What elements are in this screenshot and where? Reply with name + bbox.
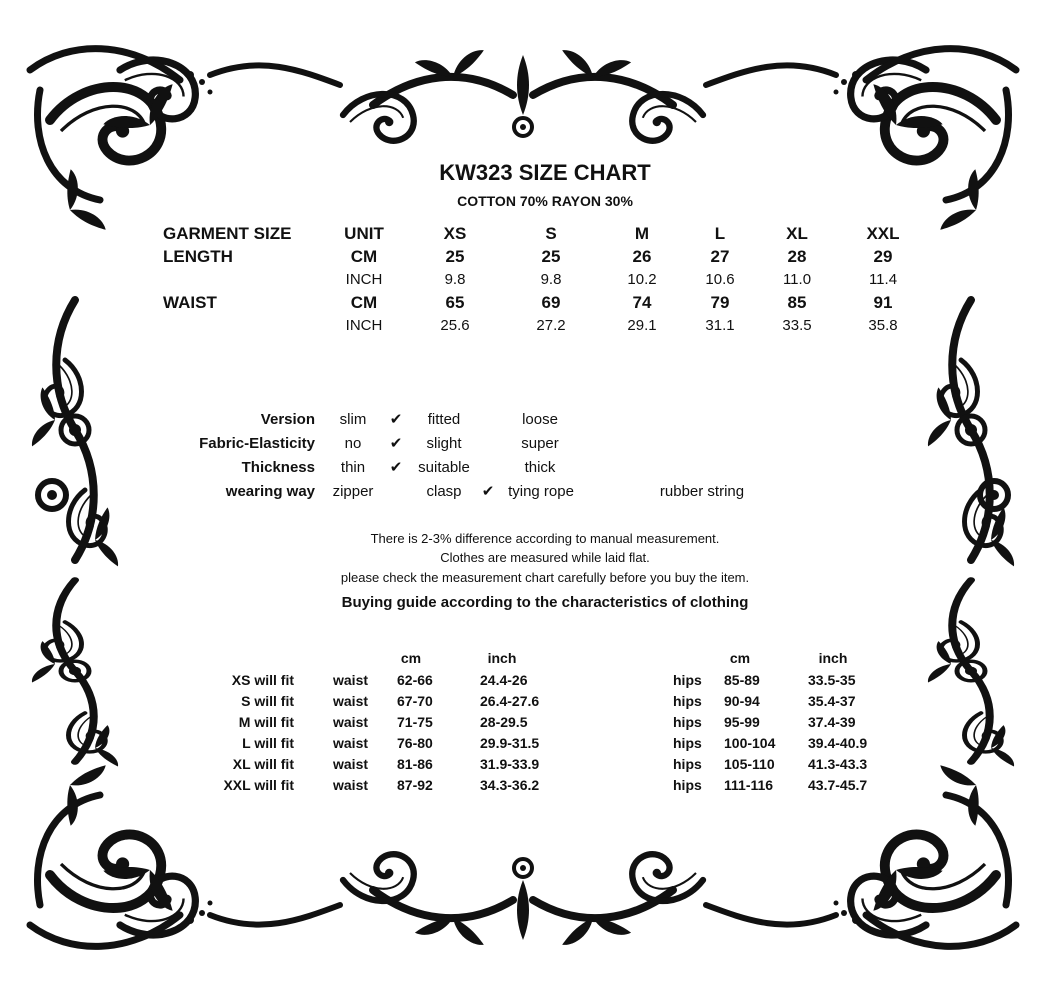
guide-hips-inch: 41.3-43.3 [808, 756, 868, 772]
table-cell: 69 [541, 293, 561, 312]
attr-label-thickness: Thickness [241, 459, 315, 476]
table-cell: 25 [541, 247, 561, 266]
table-cell: 27.2 [536, 317, 566, 334]
option-fitted: fitted [427, 411, 461, 428]
guide-waist-label: waist [333, 777, 369, 793]
table-cell: 11.4 [868, 271, 898, 288]
guide-header-cm: cm [729, 650, 751, 666]
option-thin: thin [340, 459, 366, 476]
guide-hips-label: hips [673, 756, 702, 772]
guide-hips-cm: 90-94 [724, 693, 760, 709]
attr-label-wearing-way: wearing way [225, 483, 315, 500]
note-laid-flat: Clothes are measured while laid flat. [440, 550, 650, 565]
table-cell: 65 [445, 293, 465, 312]
guide-waist-inch: 28-29.5 [480, 714, 528, 730]
buying-guide-title: Buying guide according to the characteristics of clothing [341, 594, 749, 611]
guide-waist-label: waist [333, 693, 369, 709]
guide-hips-inch: 35.4-37 [808, 693, 856, 709]
guide-waist-label: waist [333, 756, 369, 772]
header-size-xs: XS [443, 224, 467, 243]
guide-size-label: XL will fit [232, 756, 294, 772]
header-size-xl: XL [786, 224, 808, 243]
guide-waist-inch: 24.4-26 [480, 672, 528, 688]
table-cell: 29 [873, 247, 893, 266]
header-size-m: M [634, 224, 650, 243]
guide-hips-cm: 100-104 [724, 735, 776, 751]
guide-size-label: L will fit [242, 735, 294, 751]
guide-waist-cm: 76-80 [397, 735, 433, 751]
guide-waist-cm: 62-66 [397, 672, 433, 688]
option-suitable: suitable [418, 459, 470, 476]
attr-label-fabric-elasticity: Fabric-Elasticity [199, 435, 315, 452]
guide-hips-label: hips [673, 735, 702, 751]
check-mark-icon: ✔ [389, 459, 403, 476]
guide-size-label: M will fit [238, 714, 294, 730]
option-slight: slight [426, 435, 462, 452]
guide-waist-cm: 67-70 [397, 693, 433, 709]
guide-waist-label: waist [333, 672, 369, 688]
guide-hips-cm: 111-116 [724, 777, 774, 793]
table-cell: 25 [445, 247, 465, 266]
table-cell: 11.0 [782, 271, 812, 288]
guide-hips-label: hips [673, 777, 702, 793]
guide-waist-cm: 71-75 [397, 714, 433, 730]
table-cell: 29.1 [627, 317, 657, 334]
guide-hips-cm: 95-99 [724, 714, 760, 730]
unit-cm: CM [350, 293, 378, 312]
header-garment-size: GARMENT SIZE [163, 224, 292, 243]
table-cell: 33.5 [782, 317, 812, 334]
guide-hips-inch: 37.4-39 [808, 714, 856, 730]
guide-waist-inch: 31.9-33.9 [480, 756, 540, 772]
guide-header-cm: cm [400, 650, 422, 666]
table-cell: 85 [787, 293, 807, 312]
table-cell: 79 [710, 293, 730, 312]
option-rubber-string: rubber string [659, 483, 745, 500]
unit-inch: INCH [345, 317, 383, 334]
unit-cm: CM [350, 247, 378, 266]
chart-title: KW323 SIZE CHART [439, 160, 651, 185]
material-composition: COTTON 70% RAYON 30% [457, 193, 633, 209]
note-check-chart: please check the measurement chart carefully before you buy the item. [340, 570, 750, 585]
option-no: no [344, 435, 362, 452]
guide-size-label: S will fit [241, 693, 294, 709]
table-cell: 28 [787, 247, 807, 266]
note-difference: There is 2-3% difference according to manual measurement. [370, 531, 720, 546]
table-cell: 35.8 [868, 317, 898, 334]
guide-hips-inch: 39.4-40.9 [808, 735, 868, 751]
guide-hips-label: hips [673, 693, 702, 709]
header-size-xxl: XXL [866, 224, 900, 243]
table-cell: 10.6 [705, 271, 735, 288]
row-label-waist: WAIST [163, 293, 217, 312]
header-size-s: S [545, 224, 557, 243]
guide-waist-inch: 34.3-36.2 [480, 777, 540, 793]
guide-hips-inch: 43.7-45.7 [808, 777, 868, 793]
guide-size-label: XXL will fit [223, 777, 294, 793]
option-zipper: zipper [332, 483, 374, 500]
guide-waist-inch: 29.9-31.5 [480, 735, 540, 751]
option-thick: thick [524, 459, 556, 476]
table-cell: 10.2 [627, 271, 657, 288]
check-mark-icon: ✔ [389, 411, 403, 428]
table-cell: 27 [710, 247, 730, 266]
table-cell: 26 [632, 247, 652, 266]
guide-hips-label: hips [673, 672, 702, 688]
table-cell: 31.1 [705, 317, 735, 334]
table-cell: 91 [873, 293, 893, 312]
option-slim: slim [339, 411, 367, 428]
guide-hips-cm: 105-110 [724, 756, 775, 772]
option-loose: loose [522, 411, 558, 428]
guide-hips-cm: 85-89 [724, 672, 760, 688]
header-unit: UNIT [344, 224, 384, 243]
guide-waist-label: waist [333, 714, 369, 730]
header-size-l: L [714, 224, 726, 243]
guide-header-inch: inch [487, 650, 517, 666]
guide-waist-inch: 26.4-27.6 [480, 693, 540, 709]
check-mark-icon: ✔ [481, 483, 495, 500]
guide-waist-cm: 87-92 [397, 777, 433, 793]
table-cell: 25.6 [440, 317, 470, 334]
option-super: super [521, 435, 559, 452]
option-clasp: clasp [426, 483, 462, 500]
attr-label-version: Version [260, 411, 315, 428]
guide-waist-label: waist [333, 735, 369, 751]
row-label-length: LENGTH [163, 247, 233, 266]
check-mark-icon: ✔ [389, 435, 403, 452]
table-cell: 9.8 [540, 271, 562, 288]
guide-header-inch: inch [818, 650, 848, 666]
guide-hips-label: hips [673, 714, 702, 730]
guide-size-label: XS will fit [231, 672, 294, 688]
guide-waist-cm: 81-86 [397, 756, 433, 772]
guide-hips-inch: 33.5-35 [808, 672, 856, 688]
table-cell: 74 [632, 293, 652, 312]
option-tying-rope: tying rope [508, 483, 574, 500]
table-cell: 9.8 [444, 271, 466, 288]
unit-inch: INCH [345, 271, 383, 288]
